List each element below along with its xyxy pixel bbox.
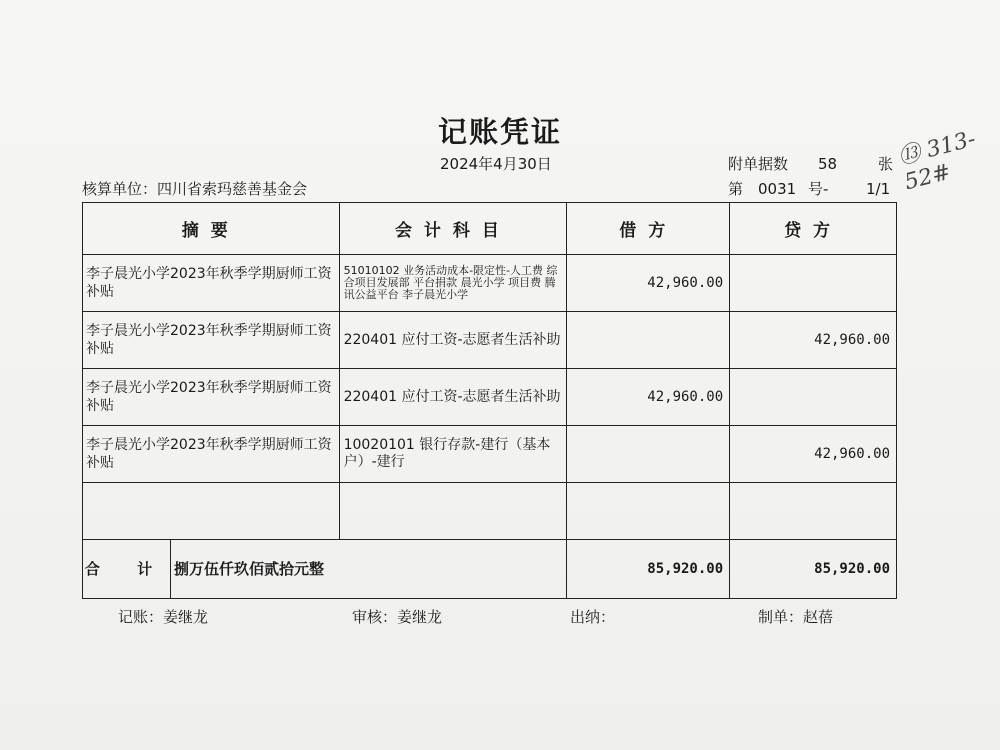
voucher-title: 记账凭证 xyxy=(437,115,562,149)
footer-preparer xyxy=(758,606,833,627)
table-row xyxy=(83,255,897,312)
attachments-info xyxy=(728,153,893,174)
row-subject xyxy=(339,483,567,540)
voucher-page: 1/1 xyxy=(866,180,891,198)
row-summary: 李子晨光小学2023年秋季学期厨师工资补贴 xyxy=(83,369,340,426)
handwritten-note: ⑬ 313-52# xyxy=(895,126,979,196)
row-summary: 李子晨光小学2023年秋季学期厨师工资补贴 xyxy=(83,255,340,312)
row-summary: 李子晨光小学2023年秋季学期厨师工资补贴 xyxy=(83,312,340,369)
table-row xyxy=(83,312,897,369)
voucher-suffix: 号- xyxy=(808,180,829,198)
row-credit xyxy=(730,483,897,540)
cashier-label: 出纳： xyxy=(570,608,616,626)
row-subject: 51010102 业务活动成本-限定性-人工费 综合项目发展部 平台捐款 晨光小学 项目费 腾讯公益平台 李子晨光小学 xyxy=(339,255,567,312)
bookkeeper-label: 记账： xyxy=(118,608,164,626)
accounting-unit-label: 核算单位： xyxy=(82,180,158,198)
voucher-number: 0031 xyxy=(758,180,797,198)
footer-reviewer xyxy=(352,606,442,627)
voucher-date: 2024年4月30日 xyxy=(440,155,552,173)
attachments-label: 附单据数 xyxy=(728,155,789,173)
row-subject: 10020101 银行存款-建行（基本户）-建行 xyxy=(339,426,567,483)
header-summary: 摘要 xyxy=(83,203,340,255)
footer-cashier xyxy=(570,606,615,627)
row-summary: 李子晨光小学2023年秋季学期厨师工资补贴 xyxy=(83,426,340,483)
total-debit: 85,920.00 xyxy=(567,540,730,599)
table-header-row xyxy=(83,203,897,255)
reviewer-name: 姜继龙 xyxy=(397,608,443,626)
preparer-label: 制单： xyxy=(758,608,804,626)
row-debit xyxy=(567,483,730,540)
row-credit: 42,960.00 xyxy=(730,312,897,369)
voucher-number-info xyxy=(728,178,890,199)
row-summary xyxy=(83,483,340,540)
total-row xyxy=(83,540,897,599)
table-row xyxy=(83,426,897,483)
voucher-table xyxy=(82,202,897,599)
attachments-unit: 张 xyxy=(878,155,894,173)
voucher-prefix: 第 xyxy=(728,180,744,198)
attachments-count: 58 xyxy=(818,155,838,173)
row-debit: 42,960.00 xyxy=(567,369,730,426)
row-credit xyxy=(730,255,897,312)
bookkeeper-name: 姜继龙 xyxy=(163,608,209,626)
accounting-unit-name: 四川省索玛慈善基金会 xyxy=(157,180,308,198)
row-debit xyxy=(567,312,730,369)
total-credit: 85,920.00 xyxy=(730,540,897,599)
accounting-unit xyxy=(82,178,307,199)
header-credit: 贷方 xyxy=(730,203,897,255)
row-debit: 42,960.00 xyxy=(567,255,730,312)
footer-bookkeeper xyxy=(118,606,208,627)
row-credit: 42,960.00 xyxy=(730,426,897,483)
table-row-empty xyxy=(83,483,897,540)
total-label: 合 计 xyxy=(83,540,171,598)
row-subject: 220401 应付工资-志愿者生活补助 xyxy=(339,312,567,369)
total-label-cell xyxy=(83,540,567,599)
row-debit xyxy=(567,426,730,483)
row-credit xyxy=(730,369,897,426)
reviewer-label: 审核： xyxy=(352,608,398,626)
header-debit: 借方 xyxy=(567,203,730,255)
row-subject: 220401 应付工资-志愿者生活补助 xyxy=(339,369,567,426)
table-row xyxy=(83,369,897,426)
header-subject: 会计科目 xyxy=(339,203,567,255)
preparer-name: 赵蓓 xyxy=(803,608,834,626)
total-amount-in-words: 捌万伍仟玖佰贰拾元整 xyxy=(174,560,325,578)
